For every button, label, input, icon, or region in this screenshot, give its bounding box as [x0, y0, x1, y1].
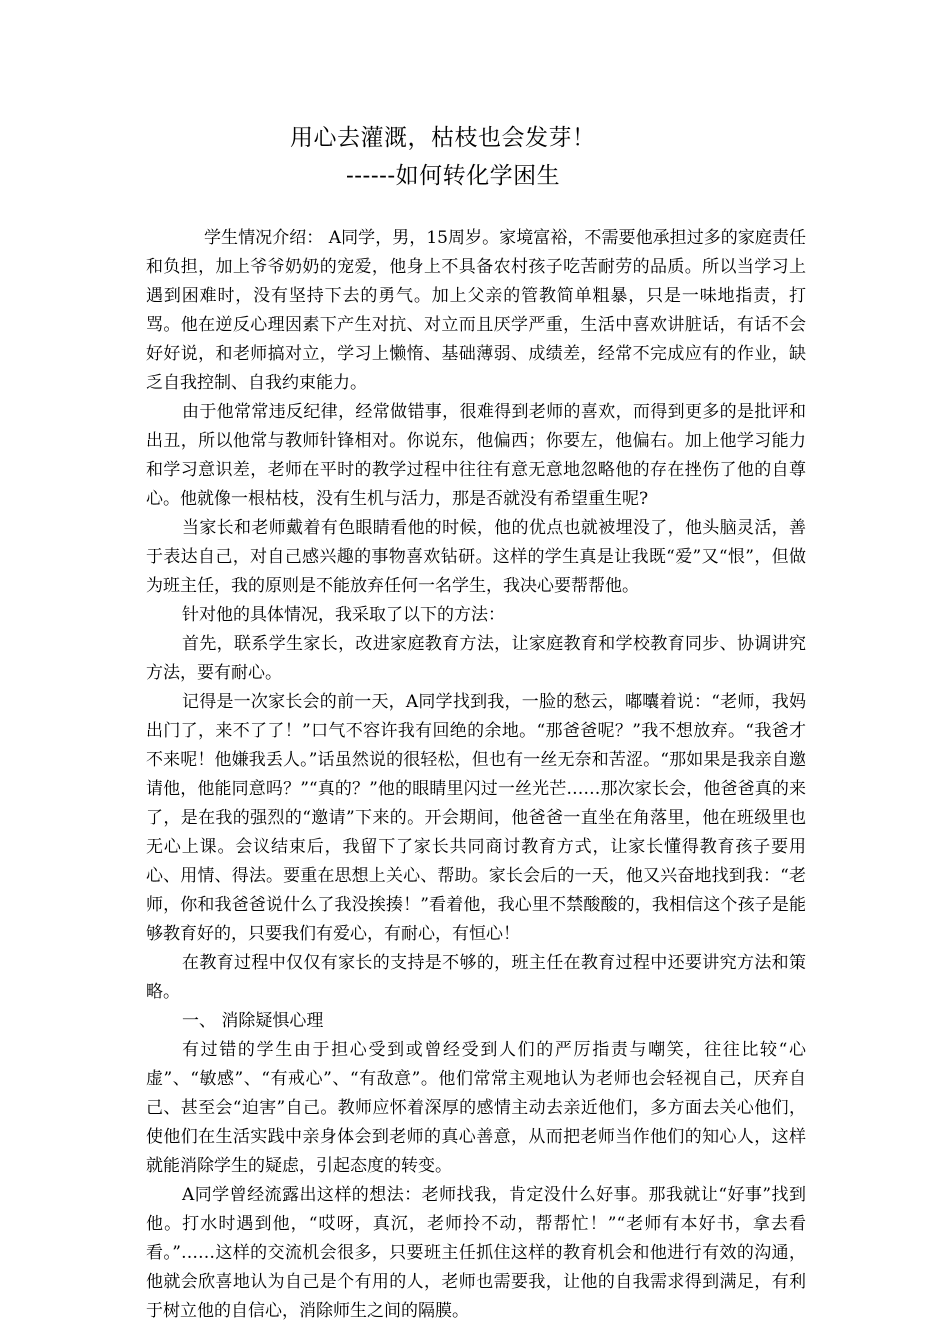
paragraph-student-intro: 学生情况介绍： A同学，男，15周岁。家境富裕，不需要他承担过多的家庭责任和负担，加上爷爷奶奶的宠爱，他身上不具备农村孩子吃苦耐劳的品质。所以当学习上遇到困难时，没有坚持下去的勇气。加上父亲的管教简单粗暴，只是一味地指责，打骂。他在逆反心理因素下产生对抗、对立而且厌学严重，生活中喜欢讲脏话，有话不会好好说，和老师搞对立，学习上懒惰、基础薄弱、成绩差，经常不完成应有的作业，缺乏自我控制、自我约束能力。 [146, 228, 806, 393]
document-body [146, 224, 806, 1326]
paragraph-strategy: 在教育过程中仅仅有家长的支持是不够的，班主任在教育过程中还要讲究方法和策略。 [146, 953, 806, 1002]
paragraph-parent-meeting: 记得是一次家长会的前一天，A同学找到我，一脸的愁云，嘟囔着说：“老师，我妈出门了，来不了了！”口气不容许我有回绝的余地。“那爸爸呢？”我不想放弃。“我爸才不来呢！他嫌我丢人。”话虽然说的很轻松，但也有一丝无奈和苦涩。“那如果是我亲自邀请他，他能同意吗？”“真的？”他的眼睛里闪过一丝光芒……那次家长会，他爸爸真的来了，是在我的强烈的“邀请”下来的。开会期间，他爸爸一直坐在角落里，他在班级里也无心上课。会议结束后，我留下了家长共同商讨教育方式，让家长懂得教育孩子要用心、用情、得法。要重在思想上关心、帮助。家长会后的一天，他又兴奋地找到我：“老师，你和我爸爸说什么了我没挨揍！”看着他，我心里不禁酸酸的，我相信这个孩子是能够教育好的，只要我们有爱心，有耐心，有恒心！ [146, 692, 806, 944]
section-heading-remove-fear: 一、 消除疑惧心理 [182, 1011, 324, 1031]
paragraph-contact-parents: 首先，联系学生家长，改进家庭教育方法，让家庭教育和学校教育同步、协调讲究方法，要有耐心。 [146, 634, 806, 683]
document-title: 用心去灌溉，枯枝也会发芽！ [290, 125, 596, 151]
paragraph-good-things: A同学曾经流露出这样的想法：老师找我，肯定没什么好事。那我就让“好事”找到他。打水时遇到他，“哎呀，真沉，老师拎不动，帮帮忙！”“老师有本好书，拿去看看。”……这样的交流机会很多，只要班主任抓住这样的教育机会和他进行有效的沟通，他就会欣喜地认为自己是个有用的人，老师也需要我，让他的自我需求得到满足，有利于树立他的自信心，消除师生之间的隔膜。 [146, 1185, 806, 1321]
document-subtitle: ------如何转化学困生 [346, 163, 561, 189]
paragraph-discipline: 由于他常常违反纪律，经常做错事，很难得到老师的喜欢，而得到更多的是批评和出丑，所以他常与教师针锋相对。你说东，他偏西；你要左，他偏右。加上他学习能力和学习意识差，老师在平时的教学过程中往往有意无意地忽略他的存在挫伤了他的自尊心。他就像一根枯枝，没有生机与活力，那是否就没有希望重生呢? [146, 402, 806, 509]
paragraph-strengths: 当家长和老师戴着有色眼睛看他的时候，他的优点也就被埋没了，他头脑灵活，善于表达自己，对自己感兴趣的事物喜欢钻研。这样的学生真是让我既“爱”又“恨”，但做为班主任，我的原则是不能放弃任何一名学生，我决心要帮帮他。 [146, 518, 806, 596]
paragraph-methods-intro: 针对他的具体情况，我采取了以下的方法： [182, 605, 505, 625]
paragraph-fear-explanation: 有过错的学生由于担心受到或曾经受到人们的严厉指责与嘲笑，往往比较“心虚”、“敏感”、“有戒心”、“有敌意”。他们常常主观地认为老师也会轻视自己，厌弃自己、甚至会“迫害”自己。教师应怀着深厚的感情主动去亲近他们，多方面去关心他们，使他们在生活实践中亲身体会到老师的真心善意，从而把老师当作他们的知心人，这样就能消除学生的疑虑，引起态度的转变。 [146, 1040, 806, 1176]
